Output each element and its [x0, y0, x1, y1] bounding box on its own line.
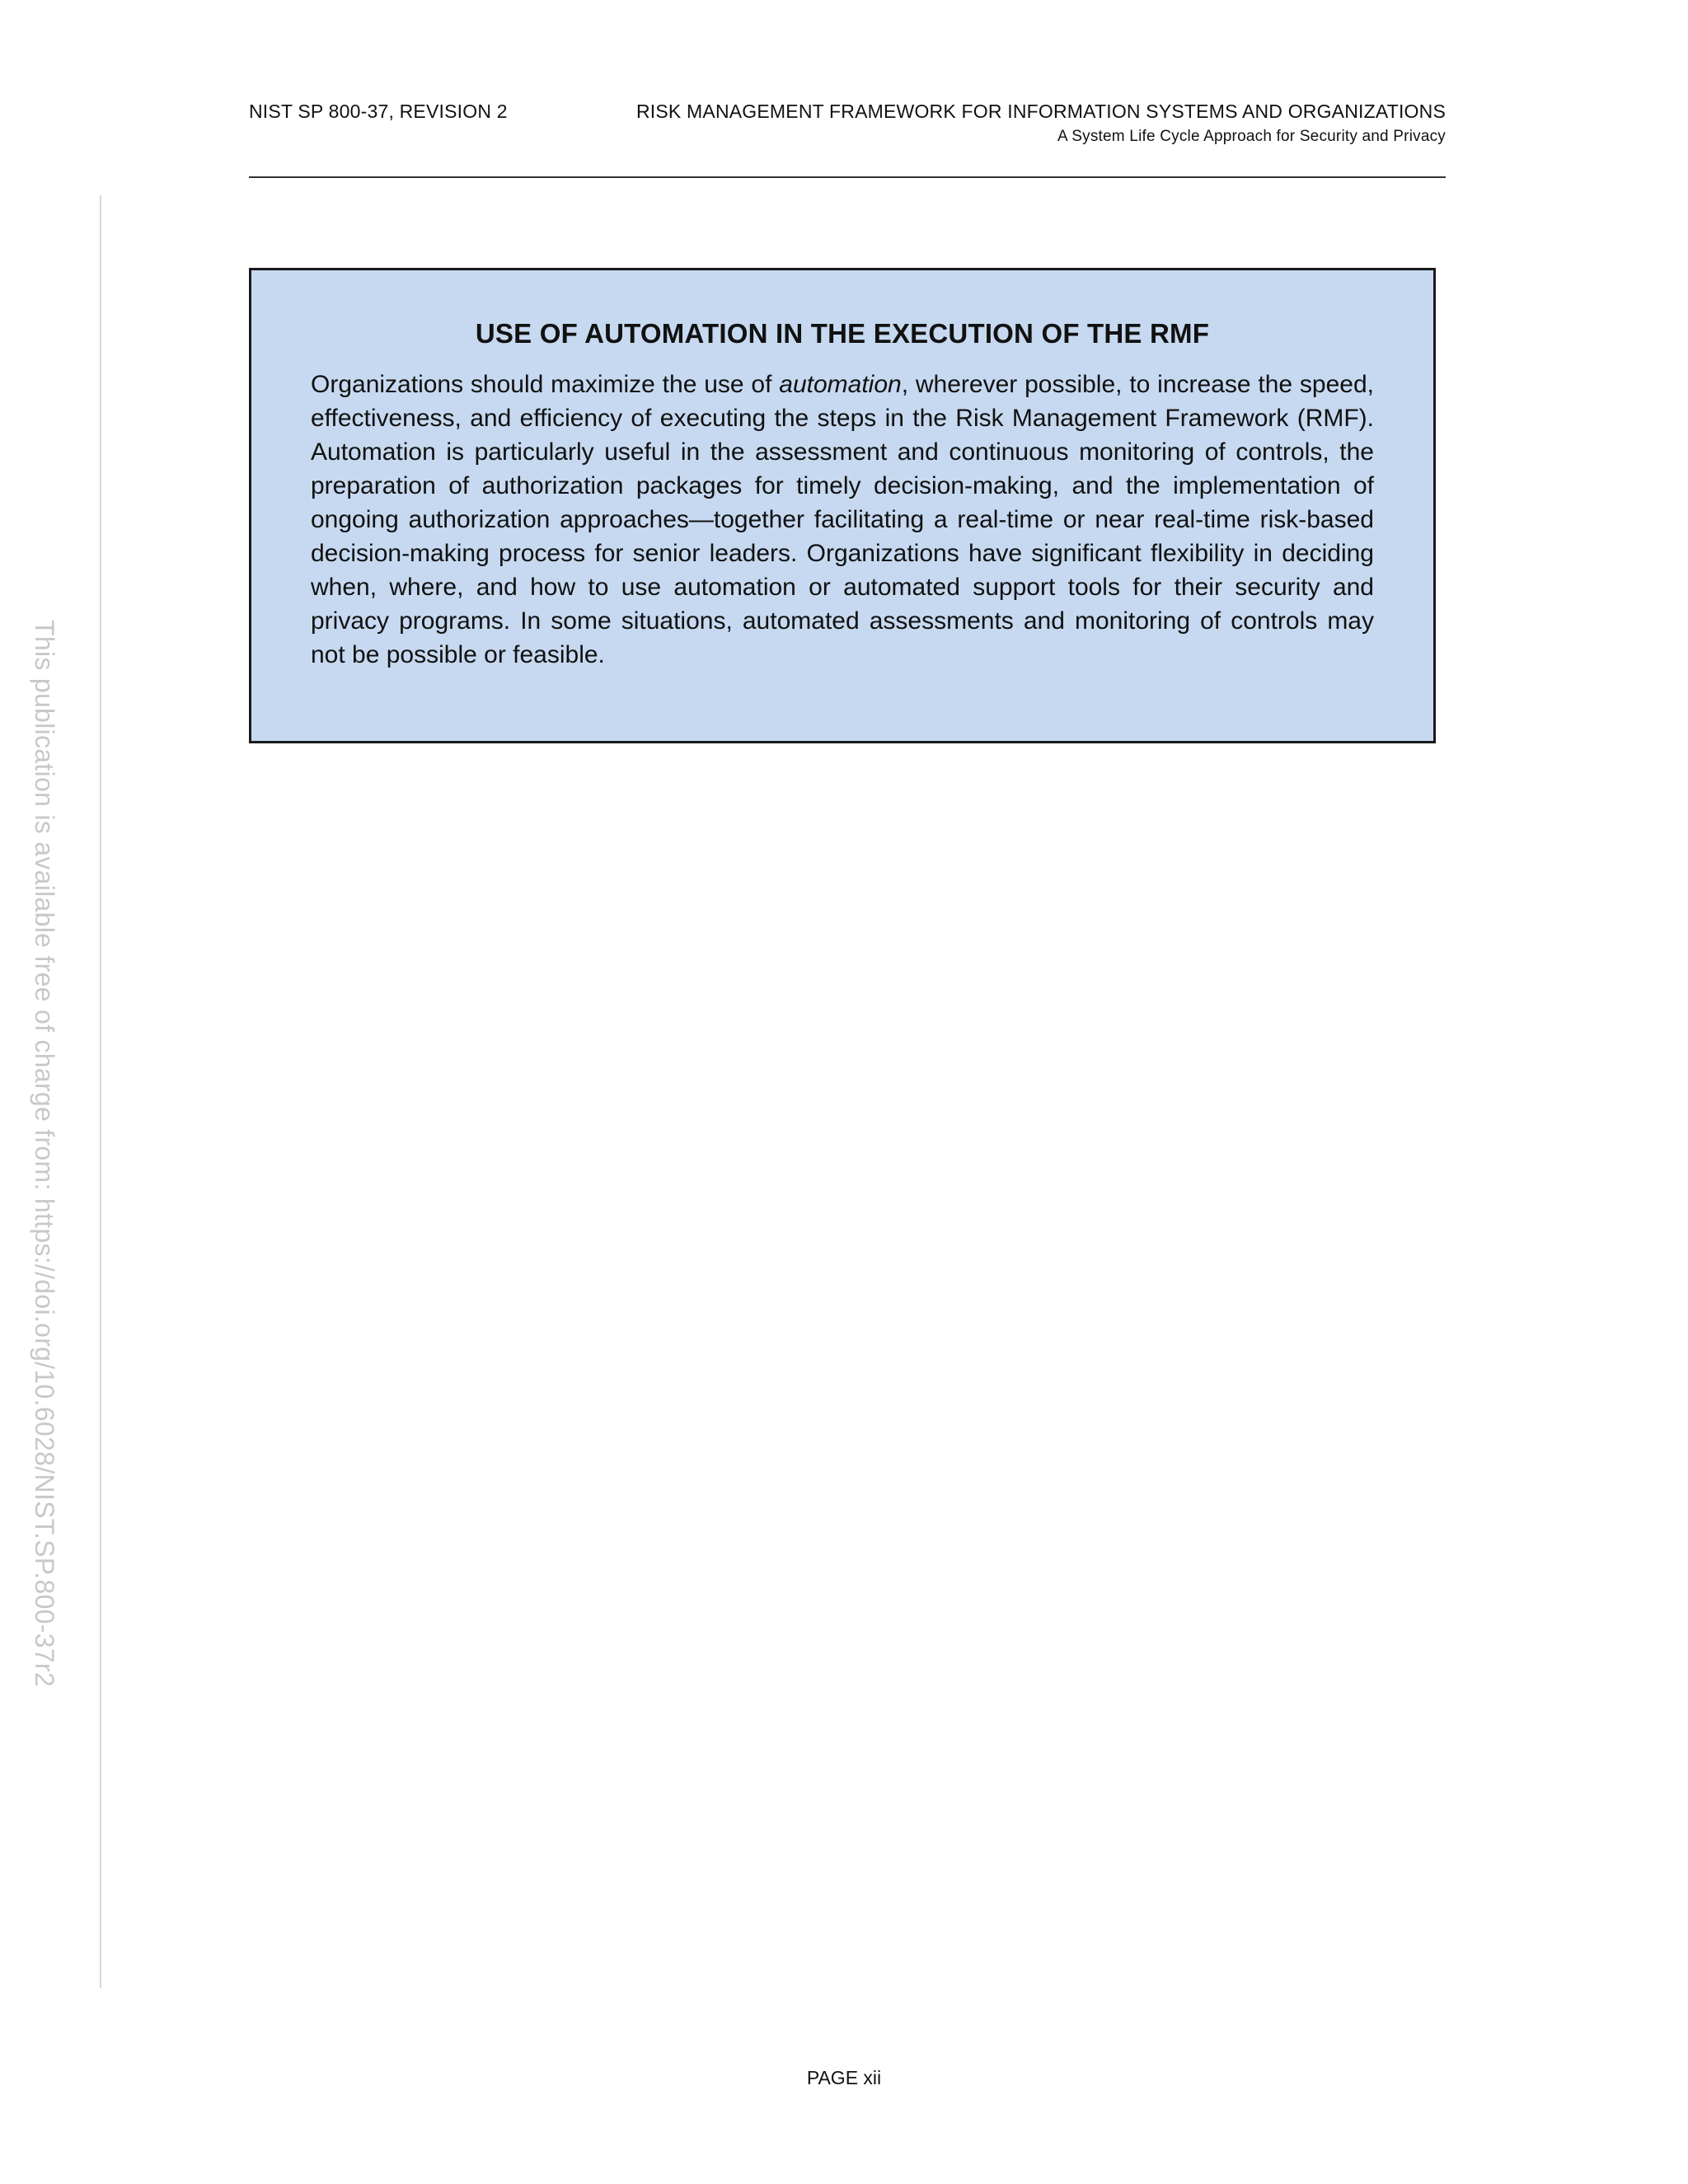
watermark-text: This publication is available free of charge from: https://doi.org/10.6028/NIST.SP.800-37r2: [30, 620, 59, 1687]
header-title: RISK MANAGEMENT FRAMEWORK FOR INFORMATION SYSTEMS AND ORGANIZATIONS: [635, 101, 1446, 122]
header-subtitle: A System Life Cycle Approach for Security and Privacy: [1057, 128, 1446, 145]
callout-body-start: Organizations should maximize the use of: [311, 371, 780, 398]
page-number: PAGE xii: [806, 2067, 882, 2088]
callout-body-rest: , wherever possible, to increase the speed, effectiveness, and efficiency of executing the steps in the Risk Management Framework (RMF). Automation is particularly useful in the assessment and continuous monitoring of controls, the preparation of authorization packages for timely decision-making, and the implementation of ongoing authorization approaches—together facilitating a real-time or near real-time risk-based decision-making process for senior leaders. Organizations have significant flexibility in deciding when, where, and how to use automation or automated support tools for their security and privacy programs. In some situations, automated assessments and monitoring of controls may not be possible or feasible.: [311, 371, 1374, 668]
callout-box: [249, 268, 1436, 743]
callout-body-emphasis: automation: [779, 371, 902, 398]
header-divider: [249, 176, 1446, 178]
callout-title: USE OF AUTOMATION IN THE EXECUTION OF THE RMF: [475, 318, 1210, 349]
callout-body: [311, 368, 1374, 672]
margin-divider: [100, 195, 101, 1988]
header-publication-id: NIST SP 800-37, REVISION 2: [249, 101, 508, 122]
header-document-title: [636, 101, 1446, 146]
